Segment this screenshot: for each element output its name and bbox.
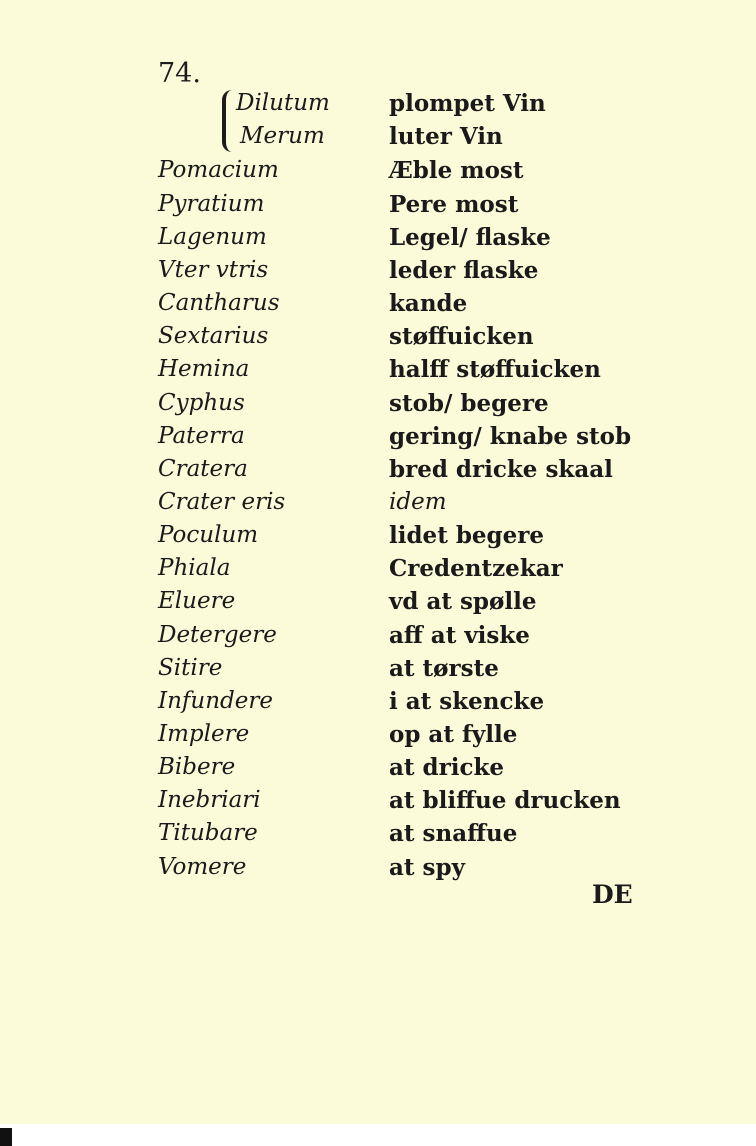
danish-translation: idem [389,489,447,515]
danish-translation: at spy [389,854,465,881]
latin-term: Cratera [158,456,248,482]
latin-term: Inebriari [158,787,261,813]
latin-term: Eluere [158,588,236,614]
danish-translation: gering/ knabe stob [389,423,632,450]
latin-term: Bibere [158,754,236,780]
latin-term: Detergere [158,622,277,648]
danish-translation: plompet Vin [389,90,546,117]
latin-term: Pyratium [158,191,265,217]
danish-translation: støffuicken [389,323,534,350]
latin-term: Vomere [158,854,247,880]
latin-term: Sextarius [158,323,269,349]
danish-translation: Legel/ flaske [389,224,551,251]
danish-translation: kande [389,290,468,317]
latin-term: Cantharus [158,290,280,316]
scan-edge-mark [0,1128,12,1146]
latin-term: Sitire [158,655,223,681]
danish-translation: halff støffuicken [389,356,601,383]
danish-translation: leder flaske [389,257,539,284]
latin-term: Pomacium [158,157,279,183]
latin-term: Lagenum [158,224,267,250]
danish-translation: bred dricke skaal [389,456,613,483]
page-number: 74. [158,58,201,89]
latin-term: Titubare [158,820,258,846]
danish-translation: at bliffue drucken [389,787,621,814]
danish-translation: stob/ begere [389,390,549,417]
danish-translation: lidet begere [389,522,545,549]
latin-term: Poculum [158,522,259,548]
latin-term: Vter vtris [158,257,269,283]
danish-translation: at dricke [389,754,505,781]
danish-translation: Pere most [389,191,519,218]
latin-term: Paterra [158,423,245,449]
catchword: DE [592,880,633,909]
brace-bracket [222,90,236,152]
danish-translation: at tørste [389,655,499,682]
latin-term: Dilutum [236,90,330,116]
scan-border [0,1124,756,1146]
latin-term: Crater eris [158,489,286,515]
danish-translation: op at fylle [389,721,518,748]
danish-translation: Credentzekar [389,555,563,582]
latin-term: Phiala [158,555,231,581]
danish-translation: vd at spølle [389,588,537,615]
danish-translation: luter Vin [389,123,503,150]
danish-translation: aff at viske [389,622,530,649]
latin-term: Merum [240,123,325,149]
latin-term: Hemina [158,356,250,382]
latin-term: Cyphus [158,390,245,416]
danish-translation: Æble most [389,157,524,184]
latin-term: Implere [158,721,250,747]
danish-translation: i at skencke [389,688,545,715]
latin-term: Infundere [158,688,273,714]
danish-translation: at snaffue [389,820,518,847]
